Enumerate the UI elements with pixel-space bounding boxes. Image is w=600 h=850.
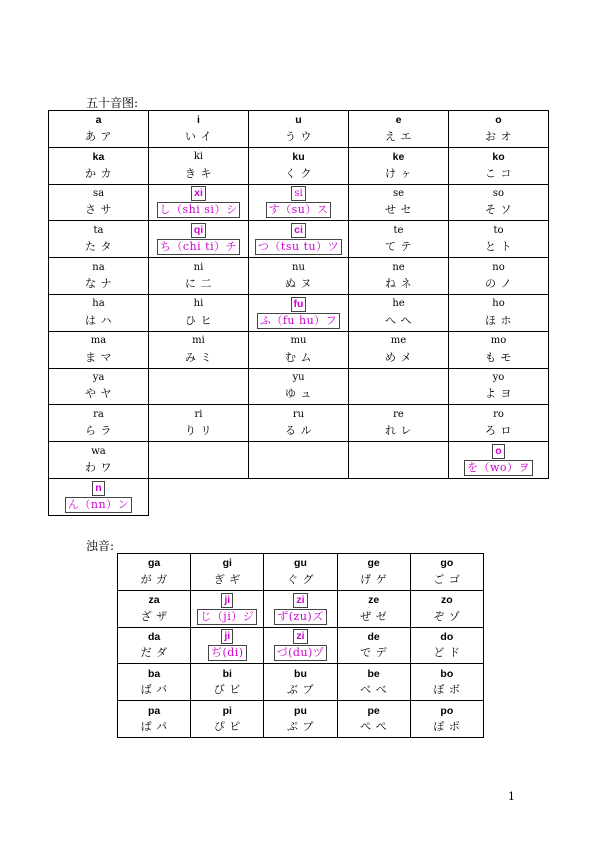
romaji-label: e — [395, 114, 402, 127]
romaji-label: mi — [192, 335, 205, 347]
dakuon-cell — [264, 590, 337, 627]
romaji-label: zi — [293, 593, 307, 608]
romaji-label: no — [492, 261, 505, 273]
gojuon-cell — [49, 111, 149, 148]
gojuon-cell — [249, 368, 349, 405]
gojuon-cell — [149, 221, 249, 258]
kana-pair: も モ — [485, 350, 512, 364]
gojuon-cell — [49, 184, 149, 221]
romaji-label: wa — [91, 445, 106, 457]
gojuon-cell — [249, 258, 349, 295]
kana-pair: ゆ ュ — [285, 387, 312, 401]
gojuon-cell — [249, 294, 349, 331]
gojuon-cell — [149, 111, 249, 148]
romaji-label: re — [393, 408, 404, 420]
kana-pair: ぶ ブ — [286, 683, 314, 697]
kana-pair: ち（chi ti）チ — [157, 239, 240, 255]
gojuon-cell — [349, 331, 449, 368]
romaji-label: gi — [222, 557, 232, 570]
gojuon-row — [49, 111, 549, 148]
dakuon-cell — [118, 627, 191, 664]
gojuon-cell — [49, 294, 149, 331]
empty-cell — [149, 478, 249, 515]
romaji-label: sa — [92, 187, 105, 199]
gojuon-cell — [249, 184, 349, 221]
dakuon-cell — [410, 701, 483, 738]
kana-pair: に 二 — [185, 277, 212, 291]
gojuon-cell — [149, 331, 249, 368]
kana-pair: ぱ パ — [140, 720, 168, 734]
empty-cell — [249, 478, 349, 515]
kana-pair: ね ネ — [385, 277, 412, 291]
dakuon-row — [118, 627, 484, 664]
romaji-label: da — [147, 630, 161, 643]
kana-pair: な ナ — [85, 277, 112, 291]
dakuon-cell — [118, 554, 191, 591]
gojuon-cell — [449, 331, 549, 368]
kana-pair: ぞ ゾ — [433, 609, 461, 623]
romaji-label: ke — [392, 151, 405, 164]
kana-pair: ぬ ヌ — [285, 277, 312, 291]
kana-pair: よ ヨ — [485, 387, 512, 401]
kana-pair: づ(du)ヅ — [274, 645, 328, 661]
kana-pair: え エ — [385, 129, 412, 143]
romaji-label: na — [92, 261, 105, 273]
dakuon-cell — [410, 664, 483, 701]
dakuon-cell — [118, 701, 191, 738]
kana-pair: さ サ — [85, 203, 112, 217]
gojuon-cell — [49, 221, 149, 258]
gojuon-cell — [49, 331, 149, 368]
kana-pair: せ セ — [385, 203, 412, 217]
kana-pair: そ ソ — [485, 203, 512, 217]
kana-pair: お オ — [485, 129, 512, 143]
gojuon-cell — [449, 442, 549, 479]
romaji-label: be — [367, 667, 380, 680]
romaji-label: a — [95, 114, 102, 127]
empty-cell — [349, 442, 449, 479]
kana-pair: ぜ ゼ — [360, 609, 388, 623]
romaji-label: te — [393, 224, 404, 236]
gojuon-row — [49, 184, 549, 221]
kana-pair: う ウ — [285, 129, 312, 143]
romaji-label: pe — [367, 704, 380, 717]
kana-pair: ろ ロ — [485, 424, 512, 438]
gojuon-cell — [449, 221, 549, 258]
romaji-label: mu — [290, 335, 307, 347]
romaji-label: ge — [367, 557, 380, 570]
romaji-label: n — [92, 481, 104, 496]
romaji-label: pa — [147, 704, 161, 717]
gojuon-cell — [249, 331, 349, 368]
gojuon-cell — [149, 258, 249, 295]
dakuon-cell — [410, 627, 483, 664]
romaji-label: gu — [294, 557, 307, 570]
gojuon-cell — [449, 258, 549, 295]
dakuon-row — [118, 554, 484, 591]
empty-cell — [149, 442, 249, 479]
kana-pair: げ ゲ — [360, 572, 388, 586]
romaji-label: ra — [93, 408, 104, 420]
romaji-label: xi — [191, 186, 206, 201]
dakuon-row — [118, 590, 484, 627]
romaji-label: bu — [294, 667, 307, 680]
kana-pair: た タ — [85, 240, 112, 254]
kana-pair: ん（nn）ン — [65, 497, 132, 513]
gojuon-cell — [149, 294, 249, 331]
romaji-label: se — [392, 187, 405, 199]
gojuon-cell — [49, 147, 149, 184]
dakuon-cell — [337, 554, 410, 591]
romaji-label: o — [495, 114, 502, 127]
kana-pair: け ヶ — [385, 166, 412, 180]
kana-pair: ほ ホ — [485, 313, 512, 327]
kana-pair: ぐ グ — [286, 572, 314, 586]
gojuon-row — [49, 147, 549, 184]
dakuon-cell — [337, 701, 410, 738]
kana-pair: ま マ — [85, 350, 112, 364]
gojuon-row — [49, 368, 549, 405]
kana-pair: ひ ヒ — [185, 313, 212, 327]
kana-pair: ご ゴ — [433, 572, 461, 586]
romaji-label: za — [148, 594, 160, 607]
empty-cell — [349, 478, 449, 515]
romaji-label: ma — [90, 335, 107, 347]
empty-cell — [249, 442, 349, 479]
gojuon-cell — [449, 147, 549, 184]
kana-pair: て テ — [385, 240, 412, 254]
romaji-label: de — [367, 630, 380, 643]
gojuon-cell — [349, 184, 449, 221]
romaji-label: ba — [147, 667, 161, 680]
romaji-label: ki — [193, 151, 204, 163]
gojuon-cell — [49, 442, 149, 479]
gojuon-cell — [349, 258, 449, 295]
kana-pair: ぽ ポ — [433, 720, 461, 734]
kana-pair: で デ — [360, 646, 388, 660]
kana-pair: ど ド — [433, 646, 461, 660]
empty-cell — [449, 478, 549, 515]
kana-pair: べ べ — [360, 683, 388, 697]
kana-pair: び ビ — [213, 683, 241, 697]
dakuon-cell — [337, 627, 410, 664]
gojuon-cell — [149, 405, 249, 442]
romaji-label: yo — [492, 371, 505, 383]
romaji-label: ci — [291, 223, 306, 238]
kana-pair: い イ — [185, 129, 212, 143]
dakuon-cell — [191, 701, 264, 738]
dakuon-cell — [191, 554, 264, 591]
romaji-label: mo — [490, 335, 507, 347]
romaji-label: ta — [93, 224, 104, 236]
romaji-label: zo — [441, 594, 453, 607]
kana-pair: れ レ — [385, 424, 412, 438]
romaji-label: ha — [92, 298, 105, 310]
romaji-label: bo — [440, 667, 454, 680]
dakuon-cell — [264, 554, 337, 591]
gojuon-cell — [249, 221, 349, 258]
kana-pair: こ コ — [485, 166, 512, 180]
gojuon-cell — [449, 294, 549, 331]
kana-pair: ず(zu)ズ — [274, 609, 326, 625]
kana-pair: じ（ji）ジ — [197, 609, 257, 625]
kana-pair: く ク — [285, 166, 312, 180]
romaji-label: nu — [292, 261, 305, 273]
kana-pair: ぼ ボ — [433, 683, 461, 697]
kana-pair: し（shi si）シ — [157, 202, 241, 218]
empty-cell — [349, 368, 449, 405]
kana-pair: ふ（fu hu）フ — [257, 313, 340, 329]
romaji-label: o — [492, 444, 504, 459]
kana-pair: を（wo）ヲ — [464, 460, 533, 476]
gojuon-cell — [49, 368, 149, 405]
gojuon-row — [49, 331, 549, 368]
gojuon-cell — [249, 147, 349, 184]
gojuon-cell — [149, 184, 249, 221]
kana-pair: や ヤ — [85, 387, 112, 401]
kana-pair: と ト — [485, 240, 512, 254]
romaji-label: si — [291, 186, 305, 201]
dakuon-cell — [337, 664, 410, 701]
romaji-label: ka — [92, 151, 105, 164]
gojuon-cell — [49, 478, 149, 515]
gojuon-cell — [349, 111, 449, 148]
romaji-label: ho — [492, 298, 505, 310]
gojuon-cell — [449, 405, 549, 442]
romaji-label: zi — [293, 629, 307, 644]
romaji-label: go — [440, 557, 454, 570]
kana-pair: の ノ — [485, 277, 512, 291]
kana-pair: ば バ — [140, 683, 168, 697]
gojuon-cell — [449, 368, 549, 405]
gojuon-cell — [49, 258, 149, 295]
romaji-label: i — [197, 114, 200, 127]
kana-pair: す（su）ス — [266, 202, 332, 218]
kana-pair: ぷ プ — [286, 720, 314, 734]
kana-pair: か カ — [85, 166, 112, 180]
romaji-label: ne — [392, 261, 405, 273]
kana-pair: ぎ ギ — [213, 572, 241, 586]
gojuon-row — [49, 221, 549, 258]
dakuon-cell — [118, 664, 191, 701]
kana-pair: へ ヘ — [385, 313, 412, 327]
romaji-label: ko — [492, 151, 505, 164]
gojuon-cell — [249, 405, 349, 442]
romaji-label: me — [390, 335, 407, 347]
dakuon-cell — [264, 627, 337, 664]
dakuon-cell — [337, 590, 410, 627]
romaji-label: bi — [222, 667, 232, 680]
romaji-label: u — [295, 114, 302, 127]
kana-pair: ら ラ — [85, 424, 112, 438]
dakuon-cell — [410, 554, 483, 591]
gojuon-row — [49, 258, 549, 295]
gojuon-cell — [349, 147, 449, 184]
dakuon-cell — [264, 701, 337, 738]
dakuon-cell — [410, 590, 483, 627]
gojuon-cell — [249, 111, 349, 148]
gojuon-cell — [449, 184, 549, 221]
dakuon-cell — [191, 627, 264, 664]
gojuon-cell — [349, 405, 449, 442]
romaji-label: po — [440, 704, 454, 717]
romaji-label: ni — [193, 261, 204, 273]
gojuon-title: 五十音图: — [86, 96, 139, 110]
page-number: 1 — [508, 790, 515, 803]
gojuon-row — [49, 442, 549, 479]
gojuon-table — [48, 110, 549, 516]
kana-pair: み ミ — [185, 350, 212, 364]
kana-pair: る ル — [285, 424, 312, 438]
kana-pair: ざ ザ — [140, 609, 168, 623]
romaji-label: ga — [147, 557, 161, 570]
kana-pair: あ ア — [85, 129, 112, 143]
gojuon-cell — [449, 111, 549, 148]
gojuon-cell — [349, 294, 449, 331]
kana-pair: は ハ — [85, 313, 112, 327]
gojuon-row — [49, 294, 549, 331]
romaji-label: ze — [368, 594, 380, 607]
kana-pair: だ ダ — [140, 646, 168, 660]
dakuon-table — [117, 553, 484, 738]
romaji-label: ro — [493, 408, 504, 420]
kana-pair: ぺ ぺ — [360, 720, 388, 734]
kana-pair: む ム — [285, 350, 312, 364]
empty-cell — [149, 368, 249, 405]
romaji-label: pu — [294, 704, 307, 717]
romaji-label: ji — [221, 593, 233, 608]
romaji-label: so — [492, 187, 505, 199]
romaji-label: qi — [191, 223, 206, 238]
romaji-label: fu — [291, 297, 307, 312]
dakuon-cell — [191, 664, 264, 701]
romaji-label: pi — [222, 704, 232, 717]
dakuon-row — [118, 701, 484, 738]
kana-pair: り リ — [185, 424, 212, 438]
gojuon-cell — [349, 221, 449, 258]
dakuon-cell — [118, 590, 191, 627]
romaji-label: ya — [92, 371, 105, 383]
kana-pair: わ ワ — [85, 461, 112, 475]
gojuon-cell — [49, 405, 149, 442]
romaji-label: ru — [292, 408, 305, 420]
romaji-label: do — [440, 630, 454, 643]
romaji-label: ji — [221, 629, 233, 644]
dakuon-cell — [191, 590, 264, 627]
romaji-label: ri — [194, 408, 203, 420]
dakuon-title: 浊音: — [86, 539, 115, 553]
gojuon-row — [49, 478, 549, 515]
romaji-label: to — [493, 224, 504, 236]
romaji-label: hi — [193, 298, 204, 310]
dakuon-cell — [264, 664, 337, 701]
kana-pair: つ（tsu tu）ツ — [255, 239, 342, 255]
kana-pair: ぴ ピ — [213, 720, 241, 734]
romaji-label: ku — [292, 151, 305, 164]
romaji-label: he — [392, 298, 405, 310]
kana-pair: が ガ — [140, 572, 168, 586]
kana-pair: き キ — [185, 166, 212, 180]
romaji-label: yu — [292, 371, 305, 383]
gojuon-cell — [149, 147, 249, 184]
kana-pair: め メ — [385, 350, 412, 364]
gojuon-row — [49, 405, 549, 442]
kana-pair: ぢ(di) — [208, 645, 247, 661]
dakuon-row — [118, 664, 484, 701]
